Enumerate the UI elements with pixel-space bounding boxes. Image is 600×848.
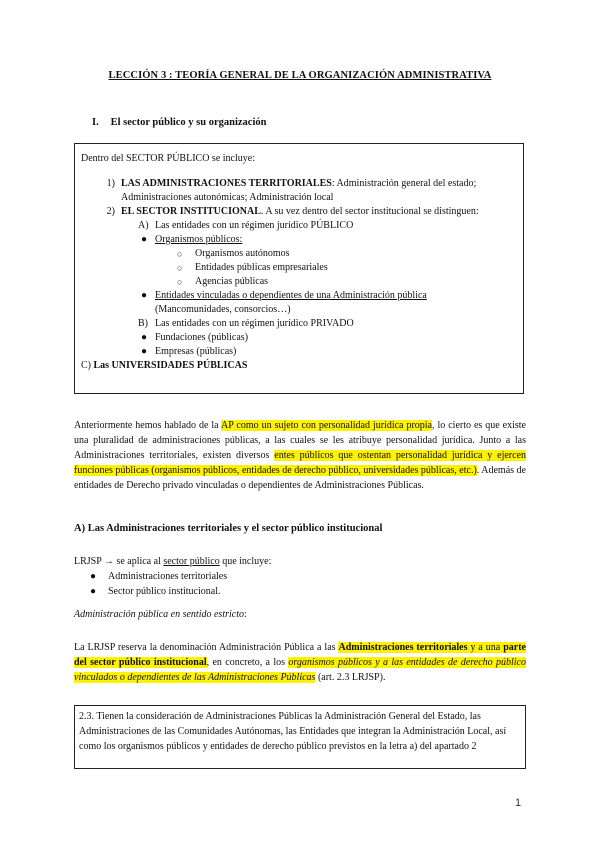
highlight: organismos públicos y a las entidades de derecho público vinculados o dependientes de las Administraciones Públicas <box>74 657 526 683</box>
page-title: LECCIÓN 3 : TEORÍA GENERAL DE LA ORGANIZACIÓN ADMINISTRATIVA <box>108 70 492 81</box>
section-number: I. <box>92 117 99 128</box>
bullet-icon: ● <box>141 346 148 357</box>
list-item-continuation: (Mancomunidades, consorcios…) <box>155 304 291 315</box>
sub-item-b: B) Las entidades con un régimen jurídico PRIVADO <box>138 318 354 329</box>
section-label: El sector público y su organización <box>110 117 267 128</box>
item-bold: EL SECTOR INSTITUCIONAL <box>121 206 261 217</box>
list-item-organismos: ● Organismos públicos: <box>141 234 243 245</box>
public-sector-box <box>74 143 524 394</box>
page-number: 1 <box>515 797 522 809</box>
highlight: parte del sector público institucional <box>74 642 526 668</box>
italic-subheading: Administración pública en sentido estricto: <box>74 609 247 620</box>
lrjsp-line: LRJSP → se aplica al sector público que incluye: <box>74 556 272 567</box>
item-bold: LAS ADMINISTRACIONES TERRITORIALES <box>121 178 332 189</box>
list-item-territoriales: 1) LAS ADMINISTRACIONES TERRITORIALES: Administración general del estado; <box>106 178 477 189</box>
paragraph-intro: Anteriormente hemos hablado de la AP como un sujeto con personalidad jurídica propia, lo cierto es que existe una pluralidad de administraciones públicas, a las cuales se les atribuye personalidad jurídica. Junto a las Administraciones territoriales, existen diversos entes públicos que ostentan personalidad jurídica y ejercen funciones públicas (organismos públicos, entidades de derecho público, universidades públicas, etc.). Además de entidades de Derecho privado vinculadas o dependientes de Administraciones Públicas. <box>74 420 526 491</box>
bullet-icon: ● <box>141 234 148 245</box>
bullet-icon: ● <box>141 290 148 301</box>
list-item-continuation: Administraciones autonómicas; Administración local <box>121 192 334 203</box>
highlight: Administraciones territoriales <box>338 642 468 653</box>
list-item: ○ Organismos autónomos <box>177 248 290 259</box>
section-heading-1 <box>92 117 266 128</box>
list-item: ○ Agencias públicas <box>177 276 269 287</box>
bullet-icon: ● <box>141 332 148 343</box>
circle-bullet-icon: ○ <box>177 263 183 273</box>
list-item: ● Fundaciones (públicas) <box>141 332 249 343</box>
circle-bullet-icon: ○ <box>177 249 183 259</box>
highlight: entes públicos que ostentan personalidad jurídica y ejercen funciones públicas (organismos públicos, entidades de derecho público, universidades públicas, etc.) <box>74 450 526 476</box>
list-item-universidades: C) Las UNIVERSIDADES PÚBLICAS <box>81 360 248 371</box>
highlight: AP como un sujeto con personalidad jurídica propia <box>221 420 432 431</box>
list-item: ● Sector público institucional. <box>90 586 221 597</box>
list-item: ● Administraciones territoriales <box>90 571 228 582</box>
article-quote-box: 2.3. Tienen la consideración de Administraciones Públicas la Administración General del Estado, las Administraciones de las Comunidades Autónomas, las Entidades que integran la Administración Local, así como los organismos públicos y entidades de derecho público previstos en la letra a) del apartado 2 <box>74 705 526 769</box>
paragraph-lrjsp: La LRJSP reserva la denominación Administración Pública a las Administraciones territoriales y a una parte del sector público institucional, en concreto, a los organismos públicos y a las entidades de derecho público vinculados o dependientes de las Administraciones Públicas (art. 2.3 LRJSP). <box>74 642 526 683</box>
lrjsp-block <box>74 554 271 599</box>
bullet-icon: ● <box>90 586 97 597</box>
box-intro: Dentro del SECTOR PÚBLICO se incluye: <box>81 153 255 164</box>
list-item: ○ Entidades públicas empresariales <box>177 262 328 273</box>
list-item: ● Empresas (públicas) <box>141 346 237 357</box>
bullet-icon: ● <box>90 571 97 582</box>
sub-item-a: A) Las entidades con un régimen jurídico PÚBLICO <box>138 220 354 231</box>
circle-bullet-icon: ○ <box>177 277 183 287</box>
section-heading-a: A) Las Administraciones territoriales y el sector público institucional <box>74 523 383 534</box>
list-item-institucional: 2) EL SECTOR INSTITUCIONAL. A su vez dentro del sector institucional se distinguen: <box>106 206 479 217</box>
list-item-vinculadas: ● Entidades vinculadas o dependientes de una Administración pública <box>141 290 427 301</box>
